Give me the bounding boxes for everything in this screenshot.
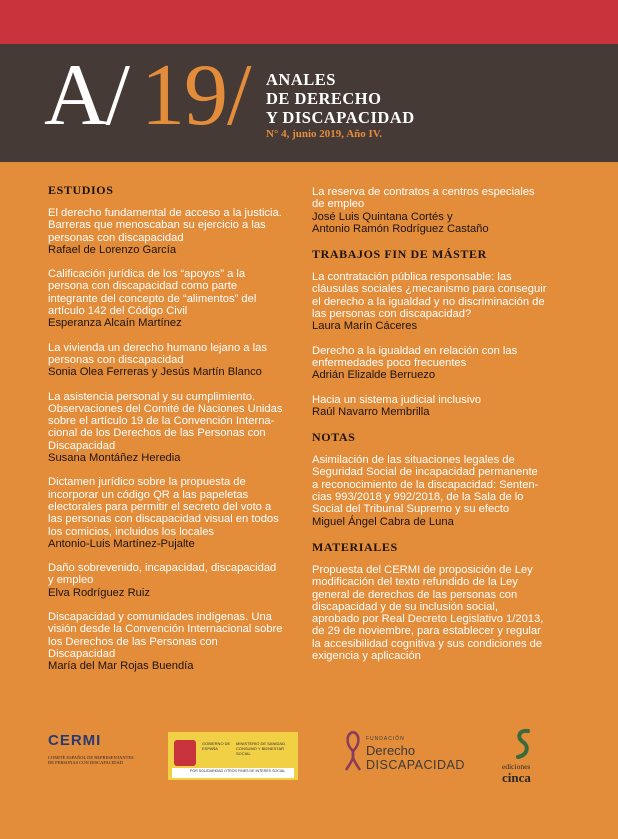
article-title-line: la accesibilidad cognitiva y sus condiciones de — [312, 637, 543, 650]
article-title-line: enfermedades poco frecuentes — [312, 356, 467, 369]
article-title-line: Dictamen jurídico sobre la propuesta de — [48, 476, 246, 489]
article-entry — [312, 271, 557, 332]
article-author: Laura Marín Cáceres — [312, 320, 418, 333]
article-title-line: a reconocimiento de la discapacidad: Senten- — [312, 478, 539, 491]
article-title-line: Propuesta del CERMI de proposición de Ley — [312, 563, 533, 576]
article-title-line: discapacidad y de su inclusión social, — [312, 600, 498, 613]
article-author: Miguel Ángel Cabra de Luna — [312, 515, 454, 528]
article-author: Antonio-Luis Martínez-Pujalte — [48, 537, 195, 550]
article-entry — [48, 476, 288, 550]
cinca-name: cinca — [502, 770, 531, 785]
article-author: María del Mar Rojas Buendía — [48, 660, 194, 673]
article-entry — [48, 611, 288, 672]
article-entry — [312, 394, 557, 419]
spain-crest-icon — [174, 740, 196, 766]
article-title-line: los Derechos de las Personas con Discapacidad — [48, 635, 218, 660]
article-title-line: artículo 142 del Código Civil — [48, 305, 188, 318]
article-title-line: incorporar un código QR a las papeletas — [48, 488, 249, 501]
cinca-mark-icon — [514, 728, 532, 760]
article-title-line: general de derechos de las personas con — [312, 588, 518, 601]
article-title-line: el derecho a la igualdad y no discriminación de — [312, 295, 545, 308]
article-title-line: Barreras que menoscaban su ejercicio a las — [48, 219, 266, 232]
article-title-line: Derecho a la igualdad en relación con las — [312, 344, 518, 357]
article-title-line: modificación del texto refundido de la Ley — [312, 576, 518, 589]
article-title-line: sobre el artículo 19 de la Convención Interna- — [48, 415, 275, 428]
article-title-line: La reserva de contratos a centros especiales — [312, 186, 535, 198]
article-author: Antonio Ramón Rodríguez Castaño — [312, 222, 489, 235]
ministry-text: MINISTERIO DE SANIDAD, CONSUMO Y BIENESTAR SOCIAL — [236, 741, 287, 756]
article-title-line: Discapacidad y comunidades indígenas. Una — [48, 611, 272, 624]
article-title-line: La vivienda un derecho humano lejano a las — [48, 341, 267, 354]
article-author: Raúl Navarro Membrilla — [312, 405, 430, 418]
article-title-line: Discapacidad — [48, 439, 116, 452]
journal-number: 19/ — [141, 47, 251, 144]
cinca-ediciones: ediciones — [502, 762, 531, 771]
journal-title-line: ANALES — [266, 70, 336, 89]
article-entry — [48, 268, 288, 329]
top-red-band — [0, 0, 618, 44]
article-title-line: Social del Tribunal Supremo y su efecto — [312, 503, 510, 516]
article-title-line: La contratación pública responsable: las — [312, 271, 512, 284]
article-author: José Luis Quintana Cortés y — [312, 210, 453, 223]
article-author: Esperanza Alcaín Martínez — [48, 317, 182, 330]
cermi-subtitle: COMITÉ ESPAÑOL DE REPRESENTANTES DE PERSONAS CON DISCAPACIDAD — [48, 755, 134, 765]
article-entry — [48, 391, 288, 465]
article-title-line: exigencia y aplicación — [312, 650, 421, 663]
article-entry — [48, 207, 288, 256]
government-logo — [168, 732, 298, 780]
article-author: Susana Montáñez Heredia — [48, 452, 181, 465]
journal-title-line: Y DISCAPACIDAD — [266, 108, 415, 127]
contents-right-column — [312, 186, 557, 674]
article-entry — [312, 345, 557, 382]
article-title-line: aprobado por Real Decreto Legislativo 1/2013, — [312, 613, 544, 626]
contents-left-column — [48, 183, 288, 685]
article-title-line: visión desde la Convención Internacional sobre — [48, 623, 283, 636]
issue-info: N° 4, junio 2019, Año IV. — [266, 128, 383, 140]
article-title-line: La asistencia personal y su cumplimiento. — [48, 390, 256, 403]
gov-text: GOBIERNO DE ESPAÑA — [202, 741, 231, 751]
cermi-logo — [48, 732, 138, 765]
article-title-line: personas con discapacidad — [48, 353, 184, 366]
journal-title — [266, 70, 415, 127]
cermi-wordmark: CERMI — [48, 732, 102, 749]
article-entry — [312, 564, 557, 662]
section-heading: TRABAJOS FIN DE MÁSTER — [312, 247, 487, 262]
article-title-line: las personas con discapacidad visual en todos — [48, 513, 279, 526]
article-title-line: Hacia un sistema judicial inclusivo — [312, 393, 482, 406]
article-author: Elva Rodríguez Ruiz — [48, 586, 150, 599]
fundacion-derecho: Derecho — [366, 743, 416, 758]
article-title-line: y empleo — [48, 574, 94, 587]
article-title-line: de empleo — [312, 198, 365, 211]
article-title-line: cláusulas sociales ¿mecanismo para conseguir — [312, 283, 547, 296]
article-title-line: cias 993/2018 y 992/2018, de la Sala de lo — [312, 491, 524, 504]
article-title-line: Asimilación de las situaciones legales de — [312, 454, 515, 467]
journal-letter: A/ — [44, 47, 128, 144]
article-title-line: Observaciones del Comité de Naciones Unidas — [48, 402, 283, 415]
article-title-line: integrante del concepto de “alimentos” del — [48, 292, 257, 305]
article-title-line: Calificación jurídica de los “apoyos” a la — [48, 268, 246, 281]
ribbon-icon — [344, 730, 362, 772]
article-entry — [48, 562, 288, 599]
article-author: Adrián Elizalde Berruezo — [312, 369, 436, 382]
article-title-line: El derecho fundamental de acceso a la justicia. — [48, 207, 282, 219]
article-entry — [312, 454, 557, 528]
article-entry — [312, 186, 557, 235]
article-title-line: personas con discapacidad — [48, 231, 184, 244]
article-title-line: de 29 de noviembre, para establecer y regular — [312, 625, 541, 638]
article-entry — [48, 342, 288, 379]
fundacion-discapacidad: DISCAPACIDAD — [366, 758, 465, 772]
solidarity-text: POR SOLIDARIDAD OTROS FINES DE INTERÉS SOCIAL — [190, 769, 286, 773]
section-heading: MATERIALES — [312, 539, 398, 554]
article-title-line: persona con discapacidad como parte — [48, 280, 238, 293]
article-title-line: cional de los Derechos de las Personas con — [48, 427, 266, 440]
article-title-line: electorales para permitir el secreto del voto a — [48, 500, 272, 513]
sponsor-logos — [0, 724, 618, 839]
article-title-line: los comicios, incluidos los locales — [48, 525, 215, 538]
article-title-line: Daño sobrevenido, incapacidad, discapacidad — [48, 562, 277, 575]
article-author: Sonia Olea Ferreras y Jesús Martín Blanco — [48, 366, 262, 379]
article-title-line: las personas con discapacidad? — [312, 308, 472, 321]
section-heading: NOTAS — [312, 430, 356, 445]
fundacion-label: FUNDACIÓN — [366, 736, 405, 742]
article-author: Rafael de Lorenzo García — [48, 243, 177, 256]
section-heading: ESTUDIOS — [48, 183, 114, 197]
journal-title-line: DE DERECHO — [266, 89, 382, 108]
article-title-line: Seguridad Social de incapacidad permanente — [312, 466, 538, 479]
